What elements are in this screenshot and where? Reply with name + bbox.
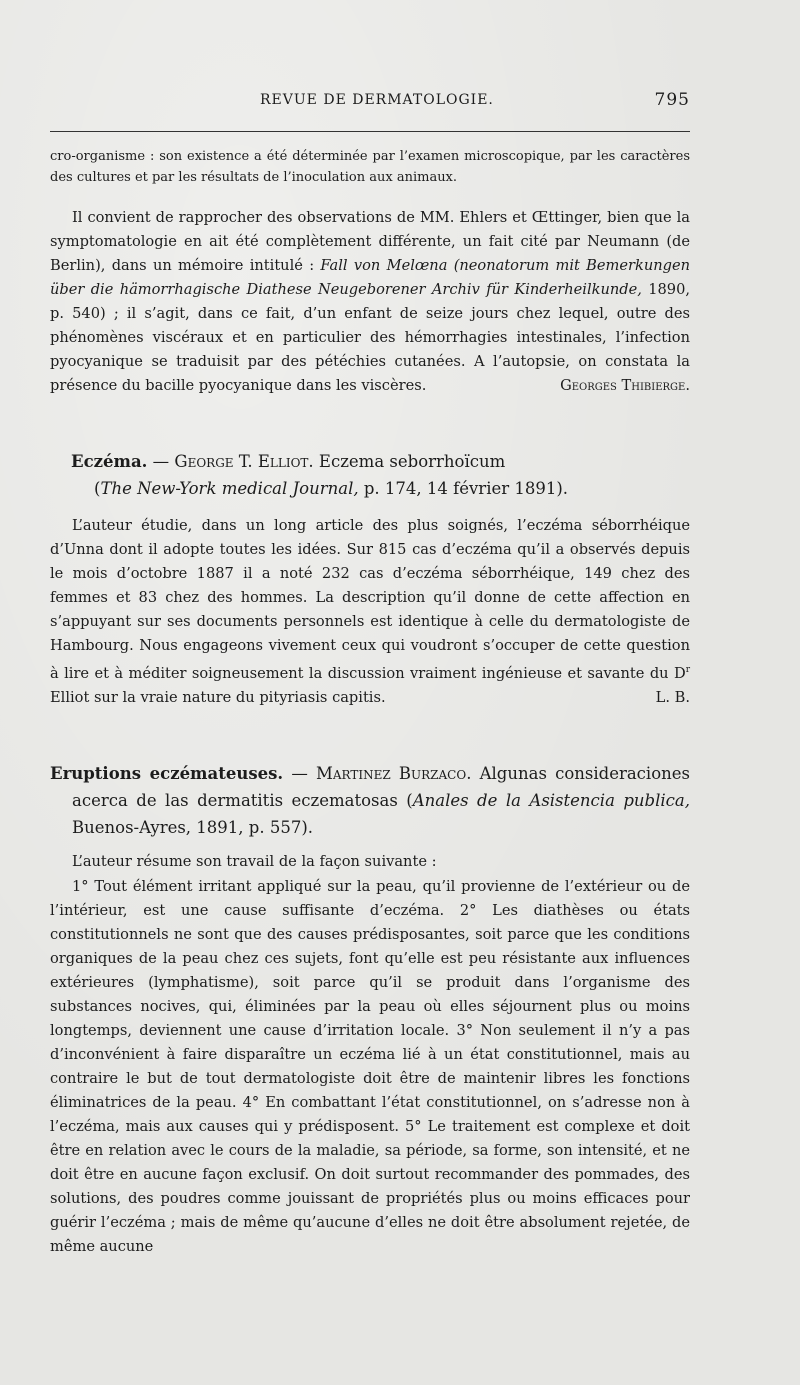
signature-thibierge: Georges Thibierge. [560, 377, 690, 394]
ref-open: ( [94, 479, 101, 498]
header-rule [50, 131, 690, 132]
page-header [50, 92, 690, 114]
author-burzaco: Martinez Burzaco. [316, 764, 472, 783]
ref-rest-2: Buenos-Ayres, 1891, p. 557). [72, 818, 314, 837]
ref-open-2: ( [406, 791, 413, 810]
journal-name-anales: Anales de la Asistencia publica, [412, 791, 690, 810]
para1-text-a: Il convient de rapprocher des observations de MM. Ehlers et Œttinger, bien que la symptomatologie en ait été complètement différente, un fait cité par Neumann (de Berlin), dans un mémoire intitulé : [50, 209, 690, 274]
article-heading-eczema [71, 448, 711, 502]
eczema-body: L’auteur étudie, dans un long article des plus soignés, l’eczéma séborrhéique d’Unna dont il adopte toutes les idées. Sur 815 cas d’eczéma qu’il a observés depuis le mois d’octobre 1887 il a noté 232 cas d’eczéma séborrhéique, 149 chez des femmes et 83 chez des hommes. La description qu’il donne de cette affection en s’appuyant sur ses documents personnels est identique à celle du dermatologiste de Hambourg. Nous engageons vivement ceux qui voudront s’occuper de cette question à lire et à méditer soigneusement la discussion vraiment ingénieuse et savante du D [50, 517, 690, 682]
article-title-eczema: Eczema seborrhoïcum [313, 452, 506, 471]
heading-eruptions: Eruptions eczémateuses. [50, 764, 284, 783]
journal-name-nyj: The New-York medical Journal, [100, 479, 359, 498]
paragraph-eruptions-intro [50, 850, 690, 874]
continued-fragment [50, 146, 690, 188]
paragraph-eruptions-body [50, 875, 690, 1259]
eruptions-body: 1° Tout élément irritant appliqué sur la peau, qu’il provienne de l’extérieur ou de l’intérieur, est une cause suffisante d’eczéma. 2° Les diathèses ou états constitutionnels ne sont que des causes prédisposantes, soit parce que les conditions organiques de la peau chez ces sujets, font qu’elle est peu résistante aux influences extérieures (lymphatisme), soit parce qu’il se produit dans l’organisme des substances nocives, qui, éliminées par la peau où elles séjournent plus ou moins longtemps, deviennent une cause d’irritation locale. 3° Non seulement il n’y a pas d’inconvénient à faire disparaître un eczéma lié à un état constitutionnel, mais au contraire le but de tout dermatologiste doit être de maintenir libres les fonctions éliminatrices de la peau. 4° En combattant l’état constitutionnel, on s’adresse non à l’eczéma, mais aux causes qui y prédisposent. 5° Le traitement est complexe et doit être en relation avec le cours de la maladie, sa période, sa forme, son intensité, et ne doit être en aucune façon exclusif. On doit surtout recommander des pommades, des solutions, des poudres comme jouissant de propriétés plus ou moins efficaces pour guérir l’eczéma ; mais de même qu’aucune d’elles ne doit être absolument rejetée, de même aucune [50, 878, 690, 1255]
heading-dash: — [147, 452, 175, 471]
author-elliot: George T. Elliot. [174, 452, 314, 471]
para1-cited-title: Fall von Melœna (neonatorum mit Bemerkungen über die hämorrhagische Diathese Neugeborener Archiv für Kinderheilkunde, [50, 257, 690, 298]
running-title: REVUE DE DERMATOLOGIE. [260, 92, 494, 108]
article-title-eruptions: Algunas consideraciones acerca de las dermatitis eczematosas [72, 764, 690, 810]
eczema-body-sup: r [685, 665, 690, 675]
article-heading-eruptions [50, 760, 690, 841]
eczema-body-end: Elliot sur la vraie nature du pityriasis capitis. [50, 688, 386, 706]
eruptions-intro: L’auteur résume son travail de la façon suivante : [72, 853, 437, 870]
paragraph-neumann [50, 206, 690, 398]
page-number: 795 [654, 90, 690, 110]
heading-dash-2: — [283, 764, 316, 783]
heading-eczema: Eczéma. [71, 452, 148, 471]
paragraph-eczema [50, 514, 690, 710]
signature-lb: L. B. [655, 688, 690, 706]
fragment-text: cro-organisme : son existence a été déterminée par l’examen microscopique, par les caractères des cultures et par les résultats de l’inoculation aux animaux. [50, 149, 690, 185]
para1-text-b: 1890, p. 540) ; il s’agit, dans ce fait, d’un enfant de seize jours chez lequel, outre des phénomènes viscéraux et en particulier des hémorrhagies intestinales, l’infection pyocyanique se traduisit par des pétéchies cutanées. A l’autopsie, on constata la présence du bacille pyocyanique dans les viscères. [50, 281, 690, 394]
ref-rest: p. 174, 14 février 1891). [358, 479, 569, 498]
